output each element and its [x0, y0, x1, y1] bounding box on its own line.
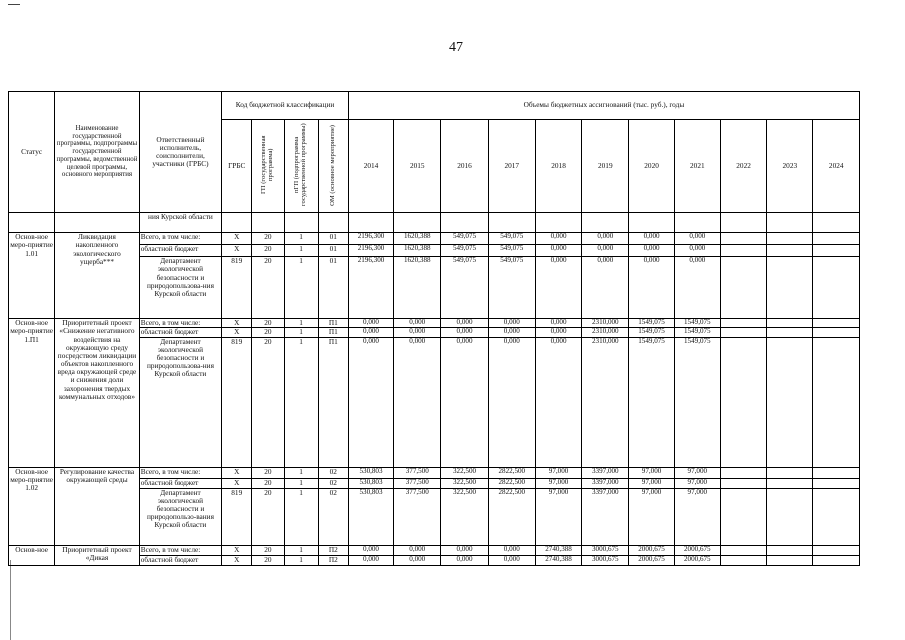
- table-row: [9, 319, 860, 328]
- header-year: 2022: [720, 120, 766, 213]
- grbs-cell: Х: [222, 555, 252, 565]
- amount-cell-2014: 0,000: [348, 545, 393, 555]
- amount-cell-2014: 0,000: [348, 319, 393, 328]
- amount-cell-2021: 1549,075: [674, 319, 720, 328]
- amount-cell-2018: 2740,388: [535, 545, 581, 555]
- amount-cell-2019: 3000,675: [582, 555, 629, 565]
- executor-cell: областной бюджет: [139, 478, 221, 488]
- amount-cell-2021: 0,000: [674, 257, 720, 319]
- amount-cell-2015: 377,500: [394, 488, 441, 545]
- amount-cell-2021: 0,000: [674, 245, 720, 257]
- amount-cell-2014: 0,000: [348, 328, 393, 337]
- table-row: [9, 545, 860, 555]
- amount-cell-2020: 97,000: [629, 478, 674, 488]
- pgp-cell: 1: [284, 337, 318, 467]
- pgp-cell: 1: [284, 478, 318, 488]
- grbs-cell: Х: [222, 478, 252, 488]
- event-name-cell: Приоритетный проект «Снижение негативного воздействия на окружающую среду посредством ликвидации объектов накопленного вреда окружающей среде и снижения доли захоронения твердых коммунальных отходов»: [55, 319, 139, 467]
- executor-cell: Департамент экологической безопасности и природопользо-вания Курской области: [139, 488, 221, 545]
- grbs-cell: 819: [222, 337, 252, 467]
- amount-cell-2017: 0,000: [488, 555, 535, 565]
- om-cell: П2: [318, 555, 348, 565]
- pgp-cell: 1: [284, 555, 318, 565]
- amount-cell-2021: 1549,075: [674, 337, 720, 467]
- amount-cell-2018: 97,000: [535, 488, 581, 545]
- amount-cell-2015: 377,500: [394, 478, 441, 488]
- budget-table: [8, 91, 860, 566]
- executor-cell: Всего, в том числе:: [139, 233, 221, 245]
- amount-cell-2023: [767, 233, 813, 245]
- amount-cell-2024: [813, 257, 860, 319]
- amount-cell-2020: 0,000: [629, 233, 674, 245]
- amount-cell-2022: [720, 233, 766, 245]
- grbs-cell: Х: [222, 467, 252, 478]
- amount-cell-2016: 549,075: [441, 245, 488, 257]
- gp-cell: 20: [252, 488, 284, 545]
- amount-cell-2022: [720, 245, 766, 257]
- grbs-cell: Х: [222, 328, 252, 337]
- cell: [582, 213, 629, 233]
- amount-cell-2020: 0,000: [629, 257, 674, 319]
- amount-cell-2014: 530,803: [348, 488, 393, 545]
- header-pgp-text: пГП (подпрограмма государственной программы): [293, 123, 308, 207]
- amount-cell-2022: [720, 545, 766, 555]
- amount-cell-2020: 2000,675: [629, 555, 674, 565]
- amount-cell-2024: [813, 337, 860, 467]
- amount-cell-2018: 0,000: [535, 319, 581, 328]
- page-number: 47: [449, 40, 463, 55]
- gp-cell: 20: [252, 478, 284, 488]
- header-year: 2020: [629, 120, 674, 213]
- amount-cell-2015: 1620,388: [394, 245, 441, 257]
- amount-cell-2024: [813, 545, 860, 555]
- amount-cell-2016: 549,075: [441, 257, 488, 319]
- om-cell: П1: [318, 328, 348, 337]
- amount-cell-2017: 2822,500: [488, 478, 535, 488]
- amount-cell-2023: [767, 319, 813, 328]
- amount-cell-2024: [813, 478, 860, 488]
- amount-cell-2020: 2000,675: [629, 545, 674, 555]
- om-cell: 01: [318, 257, 348, 319]
- om-cell: П1: [318, 319, 348, 328]
- amount-cell-2020: 0,000: [629, 245, 674, 257]
- executor-cell: Департамент экологической безопасности и природопользова-ния Курской области: [139, 337, 221, 467]
- cell: [674, 213, 720, 233]
- amount-cell-2021: 97,000: [674, 478, 720, 488]
- grbs-cell: Х: [222, 233, 252, 245]
- header-year: 2018: [535, 120, 581, 213]
- cell: [394, 213, 441, 233]
- amount-cell-2020: 97,000: [629, 488, 674, 545]
- amount-cell-2018: 0,000: [535, 328, 581, 337]
- executor-cell: ния Курской области: [139, 213, 221, 233]
- amount-cell-2019: 3397,000: [582, 467, 629, 478]
- amount-cell-2014: 530,803: [348, 467, 393, 478]
- amount-cell-2022: [720, 328, 766, 337]
- amount-cell-2022: [720, 555, 766, 565]
- amount-cell-2018: 97,000: [535, 478, 581, 488]
- amount-cell-2021: 2000,675: [674, 555, 720, 565]
- amount-cell-2016: 322,500: [441, 478, 488, 488]
- om-cell: 02: [318, 478, 348, 488]
- amount-cell-2014: 0,000: [348, 337, 393, 467]
- amount-cell-2017: 0,000: [488, 328, 535, 337]
- pgp-cell: 1: [284, 233, 318, 245]
- cell: [767, 213, 813, 233]
- event-name-cell: Приоритетный проект «Дикая: [55, 545, 139, 565]
- pgp-cell: 1: [284, 319, 318, 328]
- amount-cell-2023: [767, 467, 813, 478]
- cell: [222, 213, 252, 233]
- gp-cell: 20: [252, 257, 284, 319]
- header-year: 2024: [813, 120, 860, 213]
- amount-cell-2023: [767, 555, 813, 565]
- amount-cell-2023: [767, 545, 813, 555]
- amount-cell-2024: [813, 467, 860, 478]
- header-year: 2021: [674, 120, 720, 213]
- amount-cell-2023: [767, 478, 813, 488]
- table-body: [9, 213, 860, 565]
- amount-cell-2024: [813, 319, 860, 328]
- amount-cell-2014: 2196,300: [348, 257, 393, 319]
- header-volumes: Объемы бюджетных ассигнований (тыс. руб.), годы: [348, 92, 859, 120]
- amount-cell-2015: 0,000: [394, 328, 441, 337]
- pgp-cell: 1: [284, 245, 318, 257]
- grbs-cell: Х: [222, 245, 252, 257]
- grbs-cell: Х: [222, 319, 252, 328]
- cell: [629, 213, 674, 233]
- amount-cell-2022: [720, 478, 766, 488]
- header-year: 2016: [441, 120, 488, 213]
- header-pgp: [284, 120, 318, 213]
- amount-cell-2020: 1549,075: [629, 328, 674, 337]
- header-gp-text: ГП (государственная программа): [259, 135, 274, 195]
- amount-cell-2022: [720, 488, 766, 545]
- amount-cell-2024: [813, 488, 860, 545]
- status-cell: Основ-ное меро-приятие 1.П1: [9, 319, 55, 467]
- amount-cell-2018: 2740,388: [535, 555, 581, 565]
- table-row: [9, 233, 860, 245]
- amount-cell-2023: [767, 337, 813, 467]
- amount-cell-2016: 0,000: [441, 555, 488, 565]
- scan-edge-line: [10, 560, 11, 640]
- amount-cell-2021: 0,000: [674, 233, 720, 245]
- amount-cell-2019: 3397,000: [582, 478, 629, 488]
- header-year: 2023: [767, 120, 813, 213]
- om-cell: 01: [318, 233, 348, 245]
- gp-cell: 20: [252, 337, 284, 467]
- amount-cell-2024: [813, 328, 860, 337]
- amount-cell-2019: 3000,675: [582, 545, 629, 555]
- amount-cell-2018: 0,000: [535, 337, 581, 467]
- amount-cell-2016: 549,075: [441, 233, 488, 245]
- amount-cell-2024: [813, 233, 860, 245]
- amount-cell-2023: [767, 245, 813, 257]
- pgp-cell: 1: [284, 467, 318, 478]
- cell: [55, 213, 139, 233]
- amount-cell-2020: 97,000: [629, 467, 674, 478]
- header-name: Наименование государственной программы, подпрограммы государственной программы, ведомственной целевой программы, основного мероприятия: [55, 92, 139, 213]
- continuation-row: [9, 213, 860, 233]
- cell: [9, 213, 55, 233]
- cell: [813, 213, 860, 233]
- gp-cell: 20: [252, 545, 284, 555]
- gp-cell: 20: [252, 328, 284, 337]
- executor-cell: Департамент экологической безопасности и природопользова-ния Курской области: [139, 257, 221, 319]
- amount-cell-2014: 0,000: [348, 555, 393, 565]
- cell: [284, 213, 318, 233]
- amount-cell-2018: 0,000: [535, 233, 581, 245]
- cell: [720, 213, 766, 233]
- status-cell: Основ-ное меро-приятие 1.01: [9, 233, 55, 319]
- header-year: 2017: [488, 120, 535, 213]
- header-om: [318, 120, 348, 213]
- amount-cell-2016: 322,500: [441, 488, 488, 545]
- header-gp: [252, 120, 284, 213]
- gp-cell: 20: [252, 233, 284, 245]
- amount-cell-2023: [767, 257, 813, 319]
- pgp-cell: 1: [284, 328, 318, 337]
- amount-cell-2023: [767, 488, 813, 545]
- amount-cell-2015: 0,000: [394, 555, 441, 565]
- status-cell: Основ-ное: [9, 545, 55, 565]
- status-cell: Основ-ное меро-приятие 1.02: [9, 467, 55, 545]
- amount-cell-2019: 3397,000: [582, 488, 629, 545]
- table-row: [9, 467, 860, 478]
- amount-cell-2016: 0,000: [441, 328, 488, 337]
- executor-cell: областной бюджет: [139, 555, 221, 565]
- cell: [348, 213, 393, 233]
- amount-cell-2019: 0,000: [582, 257, 629, 319]
- amount-cell-2017: 0,000: [488, 319, 535, 328]
- amount-cell-2018: 0,000: [535, 245, 581, 257]
- grbs-cell: Х: [222, 545, 252, 555]
- amount-cell-2020: 1549,075: [629, 337, 674, 467]
- amount-cell-2016: 322,500: [441, 467, 488, 478]
- amount-cell-2014: 2196,300: [348, 245, 393, 257]
- amount-cell-2021: 97,000: [674, 488, 720, 545]
- header-year: 2019: [582, 120, 629, 213]
- amount-cell-2016: 0,000: [441, 545, 488, 555]
- amount-cell-2014: 530,803: [348, 478, 393, 488]
- amount-cell-2024: [813, 555, 860, 565]
- grbs-cell: 819: [222, 257, 252, 319]
- amount-cell-2022: [720, 257, 766, 319]
- amount-cell-2023: [767, 328, 813, 337]
- amount-cell-2022: [720, 319, 766, 328]
- amount-cell-2016: 0,000: [441, 337, 488, 467]
- pgp-cell: 1: [284, 257, 318, 319]
- amount-cell-2015: 0,000: [394, 319, 441, 328]
- cell: [318, 213, 348, 233]
- header-om-text: ОМ (основное мероприятие): [328, 124, 336, 206]
- pgp-cell: 1: [284, 488, 318, 545]
- amount-cell-2017: 549,075: [488, 245, 535, 257]
- amount-cell-2019: 2310,000: [582, 319, 629, 328]
- amount-cell-2021: 97,000: [674, 467, 720, 478]
- amount-cell-2021: 1549,075: [674, 328, 720, 337]
- header-status: Статус: [9, 92, 55, 213]
- amount-cell-2019: 2310,000: [582, 337, 629, 467]
- gp-cell: 20: [252, 555, 284, 565]
- amount-cell-2017: 549,075: [488, 257, 535, 319]
- amount-cell-2022: [720, 467, 766, 478]
- amount-cell-2017: 0,000: [488, 337, 535, 467]
- amount-cell-2017: 2822,500: [488, 488, 535, 545]
- om-cell: 02: [318, 467, 348, 478]
- event-name-cell: Ликвидация накопленного экологического ущерба***: [55, 233, 139, 319]
- gp-cell: 20: [252, 245, 284, 257]
- amount-cell-2018: 0,000: [535, 257, 581, 319]
- amount-cell-2015: 0,000: [394, 545, 441, 555]
- executor-cell: областной бюджет: [139, 328, 221, 337]
- amount-cell-2017: 0,000: [488, 545, 535, 555]
- pgp-cell: 1: [284, 545, 318, 555]
- cell: [535, 213, 581, 233]
- amount-cell-2017: 549,075: [488, 233, 535, 245]
- top-margin-mark: [8, 4, 20, 5]
- amount-cell-2015: 1620,388: [394, 257, 441, 319]
- cell: [252, 213, 284, 233]
- cell: [441, 213, 488, 233]
- om-cell: 01: [318, 245, 348, 257]
- amount-cell-2015: 1620,388: [394, 233, 441, 245]
- amount-cell-2021: 2000,675: [674, 545, 720, 555]
- header-year: 2015: [394, 120, 441, 213]
- gp-cell: 20: [252, 467, 284, 478]
- executor-cell: областной бюджет: [139, 245, 221, 257]
- event-name-cell: Регулирование качества окружающей среды: [55, 467, 139, 545]
- header-year: 2014: [348, 120, 393, 213]
- amount-cell-2014: 2196,300: [348, 233, 393, 245]
- cell: [488, 213, 535, 233]
- gp-cell: 20: [252, 319, 284, 328]
- amount-cell-2020: 1549,075: [629, 319, 674, 328]
- executor-cell: Всего, в том числе:: [139, 319, 221, 328]
- executor-cell: Всего, в том числе:: [139, 545, 221, 555]
- amount-cell-2024: [813, 245, 860, 257]
- amount-cell-2017: 2822,500: [488, 467, 535, 478]
- amount-cell-2015: 0,000: [394, 337, 441, 467]
- header-kbk: Код бюджетной классификации: [222, 92, 349, 120]
- amount-cell-2018: 97,000: [535, 467, 581, 478]
- executor-cell: Всего, в том числе:: [139, 467, 221, 478]
- header-grbs: ГРБС: [222, 120, 252, 213]
- om-cell: П1: [318, 337, 348, 467]
- om-cell: П2: [318, 545, 348, 555]
- om-cell: 02: [318, 488, 348, 545]
- amount-cell-2015: 377,500: [394, 467, 441, 478]
- amount-cell-2019: 2310,000: [582, 328, 629, 337]
- amount-cell-2019: 0,000: [582, 245, 629, 257]
- amount-cell-2016: 0,000: [441, 319, 488, 328]
- header-executor: Ответственный исполнитель, соисполнители, участники (ГРБС): [139, 92, 221, 213]
- grbs-cell: 819: [222, 488, 252, 545]
- amount-cell-2022: [720, 337, 766, 467]
- amount-cell-2019: 0,000: [582, 233, 629, 245]
